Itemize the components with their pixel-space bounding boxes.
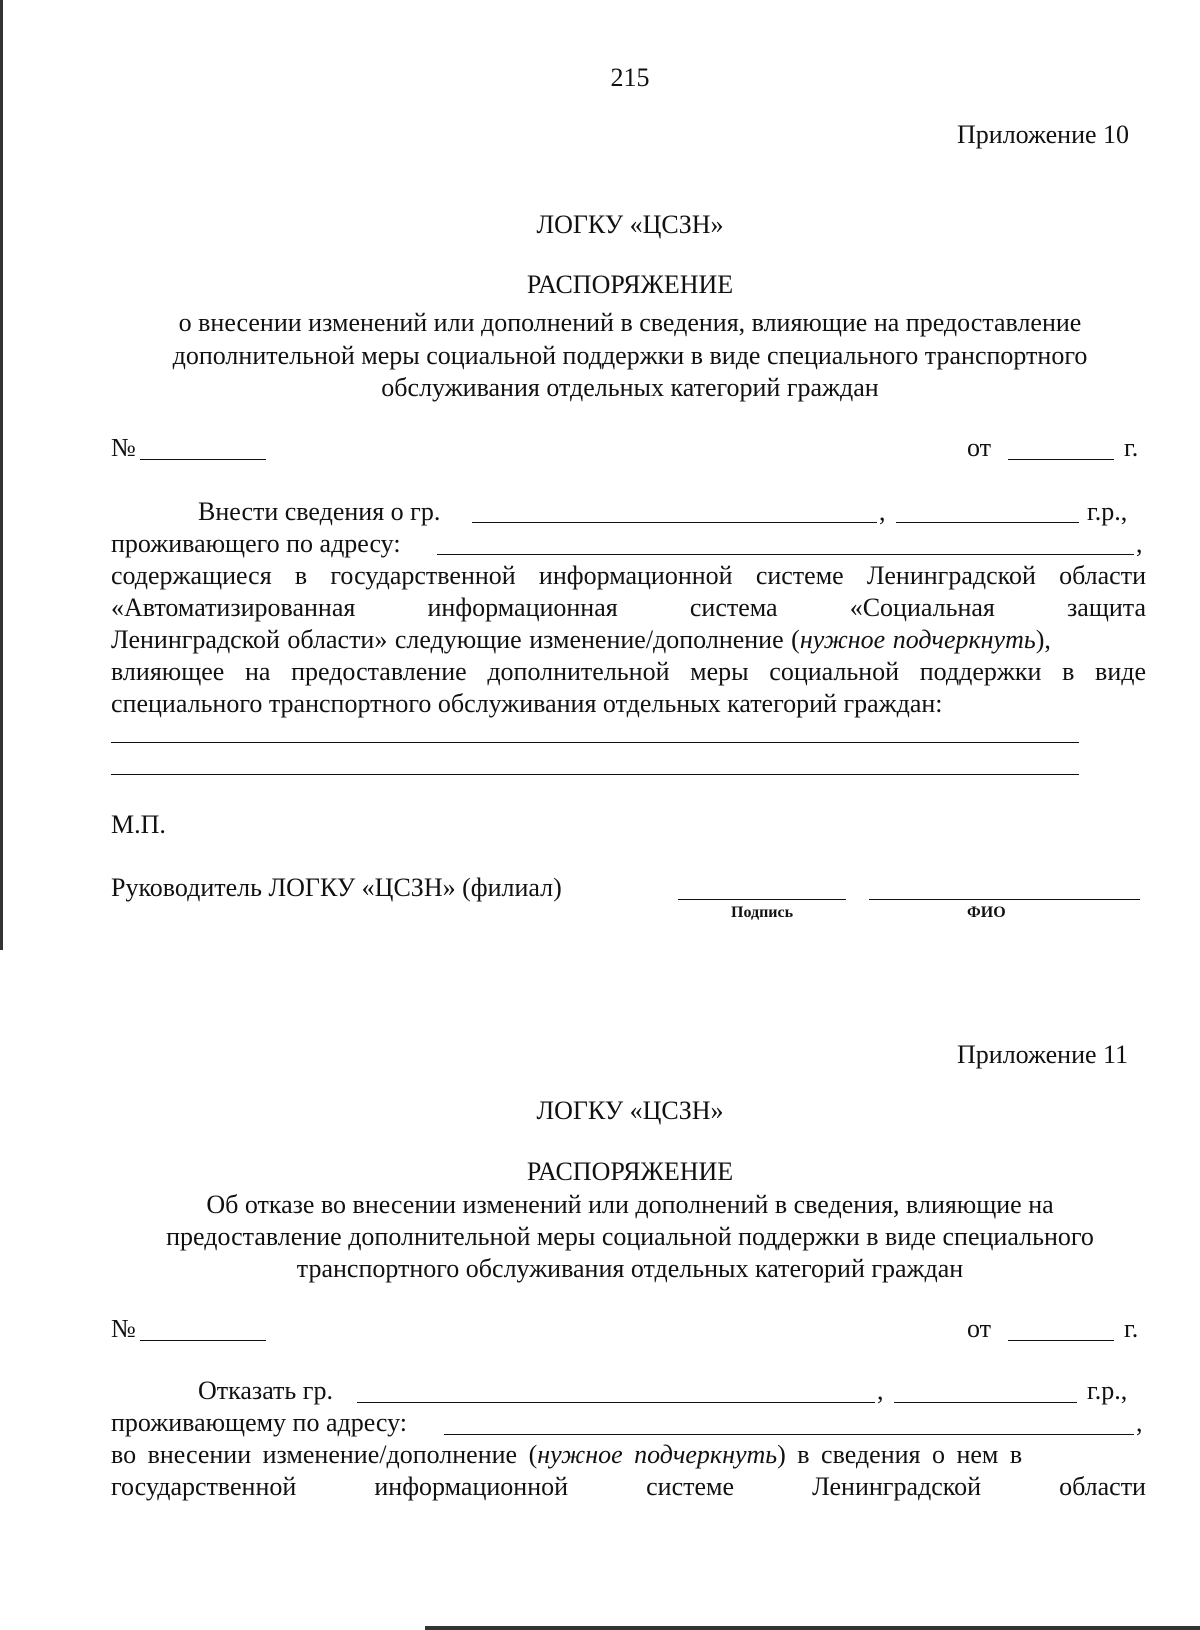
appendix-10-number-field[interactable] <box>140 459 266 460</box>
word: информационная <box>427 593 618 622</box>
appendix-11-line1-suffix: г.р., <box>1087 1376 1128 1405</box>
appendix-10-signature-caption: Подпись <box>731 904 794 921</box>
appendix-11-subject-line: Об отказе во внесении изменений или дополнений в сведения, влияющие на <box>206 1190 1054 1219</box>
page-number: 215 <box>610 63 650 92</box>
appendix-11-line1-comma: , <box>877 1376 884 1405</box>
appendix-10-body-line-emphasis <box>111 625 1146 655</box>
appendix-11-line2-suffix: , <box>1136 1408 1143 1437</box>
appendix-11-label: Приложение 11 <box>957 1040 1129 1069</box>
appendix-10-citizen-name-field[interactable] <box>472 522 877 523</box>
appendix-11-birth-year-field[interactable] <box>894 1402 1077 1403</box>
appendix-11-body-line-emphasis <box>111 1440 1146 1470</box>
scan-edge-left <box>0 0 3 950</box>
appendix-10-body-line: содержащиеся в государственной информационной системе Ленинградской области <box>111 561 1146 590</box>
appendix-10-address-field[interactable] <box>437 554 1134 555</box>
appendix-10-org: ЛОГКУ «ЦСЗН» <box>536 210 724 239</box>
appendix-11-number-label: № <box>111 1314 136 1343</box>
word: области <box>1059 1472 1146 1501</box>
appendix-10-birth-year-field[interactable] <box>896 522 1079 523</box>
appendix-11-citizen-name-field[interactable] <box>357 1402 875 1403</box>
word: «Автоматизированная <box>111 593 356 622</box>
emphasis-text: нужное подчеркнуть <box>537 1440 778 1469</box>
emphasis-text: нужное подчеркнуть <box>799 625 1036 654</box>
appendix-10-doc-type: РАСПОРЯЖЕНИЕ <box>526 270 734 299</box>
appendix-10-signature-field[interactable] <box>678 899 846 900</box>
appendix-10-name-caption: ФИО <box>967 904 1006 921</box>
appendix-10-stamp-label: М.П. <box>111 810 166 839</box>
appendix-10-change-field-2[interactable] <box>111 774 1079 775</box>
word: «Социальная <box>849 593 995 622</box>
appendix-10-line1-suffix: г.р., <box>1087 497 1128 526</box>
appendix-11-body-line-words <box>111 1472 1146 1502</box>
appendix-10-label: Приложение 10 <box>957 120 1130 149</box>
appendix-11-date-field[interactable] <box>1008 1340 1114 1341</box>
appendix-10-date-field[interactable] <box>1008 459 1114 460</box>
scan-edge-bottom <box>425 1626 1200 1630</box>
appendix-10-name-field[interactable] <box>869 899 1140 900</box>
appendix-10-body-line-words <box>111 593 1146 623</box>
word: информационной <box>374 1472 569 1501</box>
word: системе <box>646 1472 734 1501</box>
appendix-10-body-line: влияющее на предоставление дополнительной меры социальной поддержки в виде <box>111 657 1146 686</box>
appendix-11-date-suffix: г. <box>1124 1314 1139 1343</box>
appendix-10-signatory: Руководитель ЛОГКУ «ЦСЗН» (филиал) <box>111 873 562 902</box>
appendix-11-subject-line: предоставление дополнительной меры социальной поддержки в виде специального <box>166 1222 1094 1251</box>
appendix-10-line1-comma: , <box>879 497 886 526</box>
appendix-10-line2-prefix: проживающего по адресу: <box>111 529 401 558</box>
appendix-11-org: ЛОГКУ «ЦСЗН» <box>536 1096 724 1125</box>
word: Ленинградской <box>812 1472 981 1501</box>
appendix-10-date-prefix: от <box>967 433 992 462</box>
appendix-11-date-prefix: от <box>967 1314 992 1343</box>
appendix-10-subject-line: о внесении изменений или дополнений в сведения, влияющие на предоставление <box>178 308 1082 337</box>
appendix-11-subject-line: транспортного обслуживания отдельных категорий граждан <box>296 1254 964 1283</box>
word: государственной <box>111 1472 297 1501</box>
word: защита <box>1067 593 1146 622</box>
appendix-10-line1-prefix: Внести сведения о гр. <box>198 497 441 526</box>
appendix-10-body-line: специального транспортного обслуживания отдельных категорий граждан: <box>111 689 943 718</box>
word: система <box>689 593 778 622</box>
appendix-11-address-field[interactable] <box>444 1434 1134 1435</box>
appendix-10-subject-line: дополнительной меры социальной поддержки в виде специального транспортного <box>172 341 1088 370</box>
text: во внесении изменение/дополнение ( <box>111 1440 538 1469</box>
appendix-11-line1-prefix: Отказать гр. <box>198 1376 333 1405</box>
appendix-10-date-suffix: г. <box>1124 433 1139 462</box>
appendix-10-change-field-1[interactable] <box>111 742 1079 743</box>
appendix-11-line2-prefix: проживающему по адресу: <box>111 1408 408 1437</box>
text: ), <box>1035 625 1051 654</box>
appendix-11-doc-type: РАСПОРЯЖЕНИЕ <box>526 1157 734 1186</box>
appendix-11-number-field[interactable] <box>140 1340 266 1341</box>
text: Ленинградской области» следующие изменение/дополнение ( <box>111 625 800 654</box>
appendix-10-subject-line: обслуживания отдельных категорий граждан <box>381 373 879 402</box>
appendix-10-number-label: № <box>111 433 136 462</box>
text: ) в сведения о нем в <box>777 1440 1023 1469</box>
appendix-10-line2-suffix: , <box>1136 529 1143 558</box>
